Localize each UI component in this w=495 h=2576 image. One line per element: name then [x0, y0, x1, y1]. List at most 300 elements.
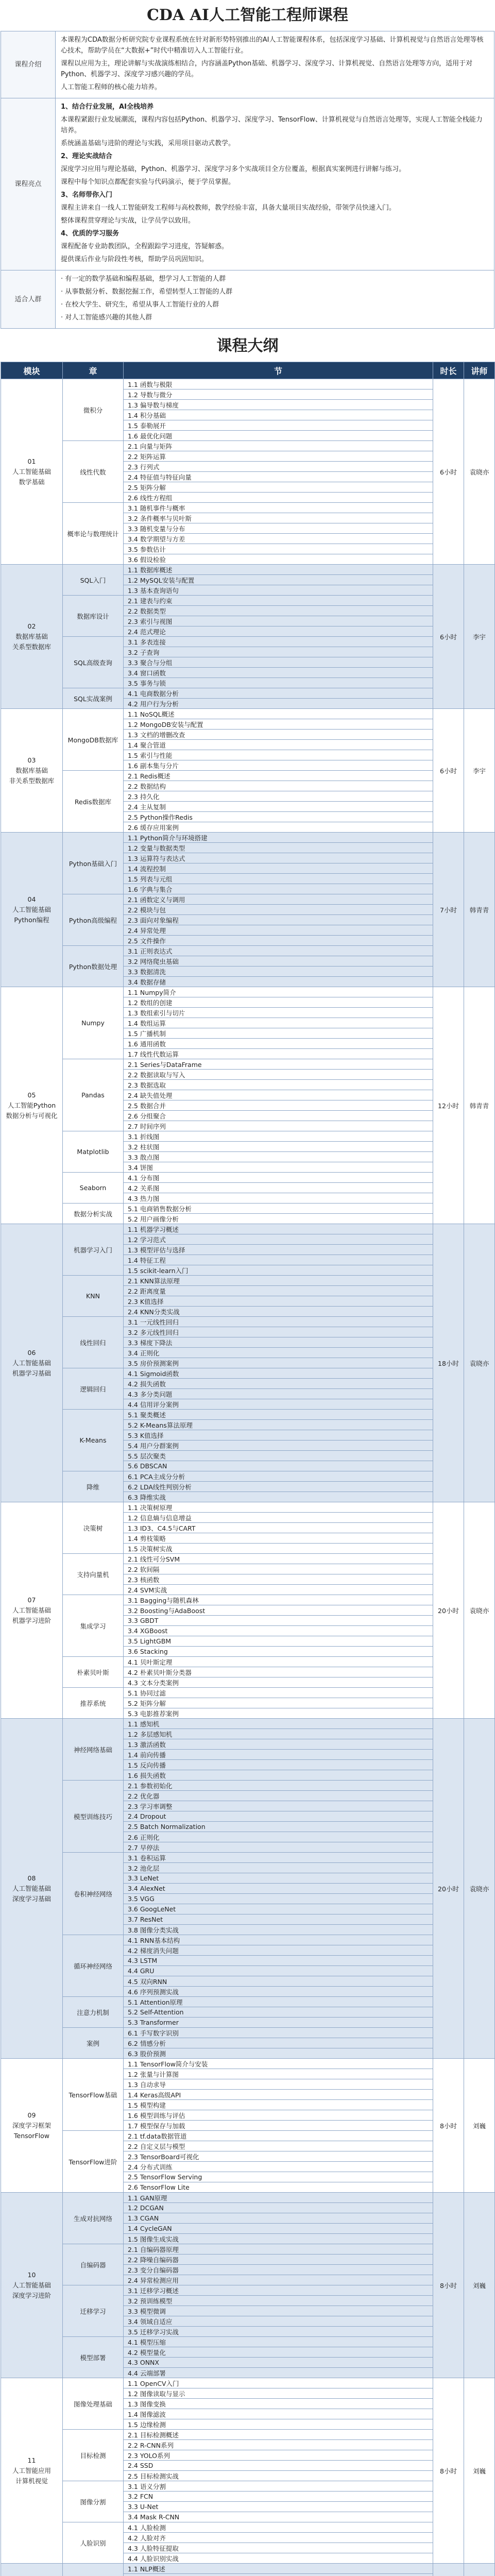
chapter-cell: 线性代数	[63, 441, 124, 503]
outline-row	[1, 1131, 495, 1142]
info-row	[1, 31, 494, 98]
outline-row	[1, 1595, 495, 1605]
section-cell: 1.4 CycleGAN	[124, 2224, 433, 2234]
outline-row	[1, 637, 495, 647]
section-cell: 3.4 领域自适应	[124, 2316, 433, 2327]
info-line: 课程主讲来自一线人工智能研发工程师与高校教师，教学经验丰富，具备大量项目实战经验，带领学员快速入门。	[61, 204, 396, 212]
section-cell: 1.6 模型训练与评估	[124, 2110, 433, 2121]
chapter-cell: 图像处理基础	[63, 2378, 124, 2430]
section-cell: 2.4 分布式训练	[124, 2162, 433, 2172]
section-cell: 4.4 信用评分案例	[124, 1399, 433, 1410]
section-cell: 1.2 学习范式	[124, 1234, 433, 1245]
section-cell: 5.1 Attention原理	[124, 1997, 433, 2007]
chapter-cell: 目标检测	[63, 2430, 124, 2481]
chapter-cell: 集成学习	[63, 1595, 124, 1657]
section-cell: 2.5 TensorFlow Serving	[124, 2172, 433, 2182]
section-cell: 2.2 自定义层与模型	[124, 2141, 433, 2151]
chapter-cell: Redis数据库	[63, 771, 124, 833]
section-cell: 3.6 GoogLeNet	[124, 1904, 433, 1914]
info-line: 提供课后作业与阶段性考核，帮助学员巩固知识。	[61, 256, 209, 263]
section-cell: 6.2 LDA线性判别分析	[124, 1482, 433, 1492]
section-cell: 4.1 Sigmoid函数	[124, 1368, 433, 1379]
section-cell: 3.4 XGBoost	[124, 1626, 433, 1636]
section-cell: 4.5 双向RNN	[124, 1976, 433, 1987]
header-section: 节	[124, 362, 433, 379]
page-title: CDA AⅠ人工智能工程师课程	[147, 6, 348, 24]
chapter-cell: SQL高级查询	[63, 637, 124, 688]
header-hours: 时长	[433, 362, 464, 379]
course-outline-table	[1, 362, 495, 2576]
section-cell: 2.3 变分自编码器	[124, 2265, 433, 2275]
chapter-cell: 微积分	[63, 379, 124, 441]
info-line: 本课程为CDA数据分析研究院专业课程系统在针对新形势特别推出的AI人工智能课程体系，包括深度学习基础、计算机视觉与自然语言处理等核心技术，帮助学员在“大数据+”时代中精准切入人工智能行业。	[61, 36, 484, 55]
section-cell: 2.2 距离度量	[124, 1286, 433, 1296]
section-cell: 2.5 Batch Normalization	[124, 1822, 433, 1832]
section-cell: 1.5 边缘检测	[124, 2419, 433, 2430]
section-cell: 1.6 副本集与分片	[124, 760, 433, 771]
section-cell: 1.5 图像生成实战	[124, 2234, 433, 2244]
section-cell: 5.2 K-Means算法原理	[124, 1420, 433, 1430]
section-cell: 5.3 K值选择	[124, 1430, 433, 1440]
section-cell: 3.2 FCN	[124, 2492, 433, 2502]
section-cell: 2.1 建表与约束	[124, 596, 433, 606]
section-cell: 1.2 图像读取与显示	[124, 2388, 433, 2399]
section-cell: 2.6 缓存应用案例	[124, 822, 433, 833]
outline-row	[1, 1657, 495, 1667]
section-cell: 4.2 关系图	[124, 1183, 433, 1193]
teacher-cell: 袁晓亦	[464, 379, 495, 565]
hours-cell: 8小时	[433, 2193, 464, 2378]
section-cell: 3.8 图像分类实战	[124, 1925, 433, 1935]
outline-row	[1, 1471, 495, 1482]
section-cell: 1.5 列表与元组	[124, 874, 433, 884]
section-cell: 1.4 特征工程	[124, 1255, 433, 1265]
section-cell: 1.2 MongoDB安装与配置	[124, 719, 433, 730]
chapter-cell: 朴素贝叶斯	[63, 1657, 124, 1688]
info-label: 适合人群	[1, 270, 56, 329]
section-cell: 2.2 数据结构	[124, 781, 433, 791]
info-line: · 从事数据分析、数据挖掘工作，希望转型人工智能的人群	[61, 288, 233, 296]
teacher-cell: 刘巍	[464, 2193, 495, 2378]
section-cell: 1.3 CGAN	[124, 2213, 433, 2224]
teacher-cell: 李宇	[464, 709, 495, 833]
section-cell: 6.2 情感分析	[124, 2038, 433, 2048]
teacher-cell: 韩青青	[464, 833, 495, 987]
section-cell: 2.1 参数初始化	[124, 1781, 433, 1791]
teacher-cell: 李宇	[464, 565, 495, 709]
outline-row	[1, 1781, 495, 1791]
outline-row	[1, 2285, 495, 2296]
teacher-cell: 袁晓亦	[464, 1719, 495, 2059]
section-cell: 1.4 数组运算	[124, 1018, 433, 1028]
chapter-cell: 支持向量机	[63, 1554, 124, 1595]
section-cell: 1.5 索引与性能	[124, 750, 433, 760]
info-content	[56, 31, 494, 98]
section-cell: 2.3 持久化	[124, 791, 433, 802]
chapter-cell: 线性回归	[63, 1317, 124, 1368]
info-line: · 有一定的数学基础和编程基础，想学习人工智能的人群	[61, 275, 226, 283]
section-cell: 3.4 Mask R-CNN	[124, 2512, 433, 2522]
section-cell: 3.1 语义分割	[124, 2481, 433, 2492]
header-teacher: 讲师	[464, 362, 495, 379]
section-cell: 4.2 朴素贝叶斯分类器	[124, 1667, 433, 1677]
header-module: 模块	[1, 362, 63, 379]
info-label: 课程亮点	[1, 98, 56, 270]
section-cell: 3.4 数学期望与方差	[124, 534, 433, 544]
section-cell: 1.5 scikit-learn入门	[124, 1265, 433, 1276]
outline-row	[1, 1276, 495, 1286]
section-cell: 2.4 范式理论	[124, 626, 433, 637]
outline-row	[1, 1204, 495, 1214]
info-block-title: 1、结合行业发展，AI全栈培养	[61, 103, 153, 111]
section-cell: 2.4 异常处理	[124, 925, 433, 936]
info-line: 系统涵盖基础与进阶的理论与实践，采用项目驱动式教学。	[61, 140, 235, 147]
outline-row	[1, 2193, 495, 2203]
section-cell: 2.1 KNN算法原理	[124, 1276, 433, 1286]
section-cell: 2.1 自编码器原理	[124, 2244, 433, 2255]
section-cell: 3.4 数据存储	[124, 977, 433, 987]
section-cell: 2.4 缺失值处理	[124, 1090, 433, 1100]
section-cell: 4.1 RNN基本结构	[124, 1935, 433, 1945]
section-cell: 1.4 流程控制	[124, 863, 433, 874]
section-cell: 2.2 数据读取与写入	[124, 1070, 433, 1080]
section-cell: 3.1 Bagging与随机森林	[124, 1595, 433, 1605]
section-cell: 4.1 电商数据分析	[124, 688, 433, 699]
section-cell: 4.2 用户行为分析	[124, 699, 433, 709]
chapter-cell: 迁移学习	[63, 2285, 124, 2337]
module-cell: 05 人工智能Python 数据分析与可视化	[1, 987, 63, 1224]
section-cell: 1.7 线性代数运算	[124, 1049, 433, 1059]
outline-row	[1, 1410, 495, 1420]
info-block-title: 4、优质的学习服务	[61, 230, 120, 238]
chapter-cell: 自编码器	[63, 2244, 124, 2285]
chapter-cell	[63, 2564, 124, 2576]
section-cell: 1.3 基本查询语句	[124, 585, 433, 596]
outline-header-row	[1, 362, 495, 379]
teacher-cell: 袁晓亦	[464, 1224, 495, 1502]
info-line: · 对人工智能感兴趣的其他人群	[61, 314, 152, 321]
chapter-cell: Python高级编程	[63, 894, 124, 946]
chapter-cell: MongoDB数据库	[63, 709, 124, 771]
section-cell: 6.3 降维实战	[124, 1492, 433, 1502]
section-cell: 1.4 Keras高级API	[124, 2090, 433, 2100]
info-row	[1, 270, 494, 329]
section-cell: 3.3 梯度下降法	[124, 1337, 433, 1348]
section-cell: 1.1 NoSQL概述	[124, 709, 433, 719]
section-cell: 4.3 多分类问题	[124, 1389, 433, 1399]
section-cell: 5.2 矩阵分解	[124, 1698, 433, 1708]
header-chapter: 章	[63, 362, 124, 379]
outline-row	[1, 503, 495, 513]
section-cell: 2.6 TensorFlow Lite	[124, 2182, 433, 2193]
section-cell: 1.3 激活函数	[124, 1739, 433, 1750]
section-cell: 2.3 K值选择	[124, 1296, 433, 1307]
section-cell: 2.5 数据合并	[124, 1100, 433, 1111]
chapter-cell: 降维	[63, 1471, 124, 1502]
section-cell: 1.5 模型构建	[124, 2100, 433, 2110]
section-cell: 4.1 贝叶斯定理	[124, 1657, 433, 1667]
section-cell: 1.2 变量与数据类型	[124, 843, 433, 853]
hours-cell: 6小时	[433, 565, 464, 709]
section-cell: 3.1 多表连接	[124, 637, 433, 647]
teacher-cell: 韩青青	[464, 987, 495, 1224]
outline-row	[1, 565, 495, 575]
section-cell: 5.2 Self-Attention	[124, 2007, 433, 2018]
section-cell: 4.3 ONNX	[124, 2358, 433, 2368]
section-cell: 5.2 用户画像分析	[124, 1214, 433, 1224]
module-cell: 02 数据库基础 关系型数据库	[1, 565, 63, 709]
section-cell: 2.4 特征值与特征向量	[124, 472, 433, 482]
section-cell: 1.4 图像滤波	[124, 2409, 433, 2419]
info-line: · 在校大学生、研究生，希望从事人工智能行业的人群	[61, 301, 219, 309]
section-cell: 6.3 股价预测	[124, 2048, 433, 2059]
section-cell: 2.5 矩阵分解	[124, 482, 433, 493]
hours-cell: 8小时	[433, 2378, 464, 2564]
section-cell: 4.1 分布图	[124, 1173, 433, 1183]
module-cell: 09 深度学习框架 TensorFlow	[1, 2059, 63, 2193]
section-cell: 4.1 人脸检测	[124, 2522, 433, 2533]
section-cell: 4.3 文本分类案例	[124, 1677, 433, 1688]
section-cell: 6.1 PCA主成分分析	[124, 1471, 433, 1482]
section-cell: 3.4 窗口函数	[124, 668, 433, 678]
section-cell: 3.3 模型微调	[124, 2306, 433, 2316]
section-cell	[124, 2574, 433, 2576]
hours-cell: 7小时	[433, 833, 464, 987]
teacher-cell: 刘巍	[464, 2059, 495, 2193]
hours-cell: 12小时	[433, 987, 464, 1224]
section-cell: 2.7 早停法	[124, 1842, 433, 1853]
hours-cell: 6小时	[433, 709, 464, 833]
section-cell: 1.3 运算符与表达式	[124, 853, 433, 863]
section-cell: 4.3 人脸特征提取	[124, 2543, 433, 2553]
chapter-cell: Python数据处理	[63, 946, 124, 987]
chapter-cell: 决策树	[63, 1502, 124, 1554]
section-cell: 2.5 目标检测实战	[124, 2471, 433, 2481]
section-cell: 3.3 数据清洗	[124, 967, 433, 977]
section-cell: 3.2 预训练模型	[124, 2296, 433, 2306]
hours-cell: 20小时	[433, 1719, 464, 2059]
outline-row	[1, 1317, 495, 1327]
hours-cell: 8小时	[433, 2059, 464, 2193]
section-cell: 1.1 Python简介与环境搭建	[124, 833, 433, 843]
section-cell: 3.6 Stacking	[124, 1647, 433, 1657]
section-cell: 3.3 随机变量与分布	[124, 523, 433, 534]
section-cell: 6.1 手写数字识别	[124, 2028, 433, 2038]
section-cell: 1.6 通用函数	[124, 1039, 433, 1049]
chapter-cell: 模型训练技巧	[63, 1781, 124, 1853]
section-cell: 2.4 异常检测应用	[124, 2275, 433, 2285]
outline-row	[1, 771, 495, 781]
section-cell: 4.3 LSTM	[124, 1956, 433, 1966]
hours-cell: 20小时	[433, 1502, 464, 1719]
section-cell: 1.3 偏导数与梯度	[124, 400, 433, 410]
info-line: 整体课程贯穿理论与实战，让学员学以致用。	[61, 217, 195, 225]
chapter-cell: 逻辑回归	[63, 1368, 124, 1410]
outline-row	[1, 2244, 495, 2255]
chapter-cell: Seaborn	[63, 1173, 124, 1204]
section-cell: 4.2 损失函数	[124, 1379, 433, 1389]
outline-row	[1, 1935, 495, 1945]
outline-row	[1, 441, 495, 451]
outline-row	[1, 987, 495, 997]
section-cell: 2.3 核函数	[124, 1574, 433, 1585]
chapter-cell: Python基础入门	[63, 833, 124, 894]
outline-row	[1, 946, 495, 956]
section-cell: 1.5 决策树实战	[124, 1544, 433, 1554]
chapter-cell: 数据分析实战	[63, 1204, 124, 1224]
info-line: 本课程紧跟行业发展潮流，课程内容包括Python、机器学习、深度学习、TensorFlow、计算机视觉与自然语言处理等，实现人工智能全栈能力培养。	[61, 116, 483, 134]
section-cell: 2.3 YOLO系列	[124, 2450, 433, 2461]
chapter-cell: SQL实战案例	[63, 688, 124, 709]
outline-row	[1, 2481, 495, 2492]
hours-cell: 18小时	[433, 1224, 464, 1502]
section-cell: 5.1 电商销售数据分析	[124, 1204, 433, 1214]
section-cell: 3.3 LeNet	[124, 1873, 433, 1884]
section-cell: 3.2 网络爬虫基础	[124, 956, 433, 967]
outline-row	[1, 1997, 495, 2007]
module-cell: 07 人工智能基础 机器学习进阶	[1, 1502, 63, 1719]
section-cell: 3.5 迁移学习实战	[124, 2327, 433, 2337]
section-cell: 1.3 ID3、C4.5与CART	[124, 1523, 433, 1533]
section-cell: 4.2 梯度消失问题	[124, 1945, 433, 1956]
section-cell: 2.5 Python操作Redis	[124, 812, 433, 822]
section-cell: 3.3 GBDT	[124, 1616, 433, 1626]
section-cell: 3.1 卷积运算	[124, 1853, 433, 1863]
info-line: 深度学习应用与理论基础，Python、机器学习、深度学习多个实战项目全方位覆盖，根据真实案例进行讲解与练习。	[61, 165, 406, 173]
section-cell: 1.3 图像变换	[124, 2399, 433, 2409]
section-cell: 2.7 时间序列	[124, 1121, 433, 1131]
section-cell: 1.3 文档的增删改查	[124, 730, 433, 740]
chapter-cell: Numpy	[63, 987, 124, 1059]
outline-row	[1, 709, 495, 719]
section-cell: 4.6 序列预测实战	[124, 1987, 433, 1997]
section-cell: 1.1 OpenCV入门	[124, 2378, 433, 2388]
section-cell: 3.2 条件概率与贝叶斯	[124, 513, 433, 523]
section-cell: 4.4 云端部署	[124, 2368, 433, 2378]
section-cell: 3.5 LightGBM	[124, 1636, 433, 1647]
info-line: 人工智能工程师的核心能力培养。	[61, 83, 162, 91]
section-cell: 1.6 字典与集合	[124, 884, 433, 894]
outline-row	[1, 1368, 495, 1379]
module-cell: 03 数据库基础 非关系型数据库	[1, 709, 63, 833]
section-cell: 2.4 KNN分类实战	[124, 1307, 433, 1317]
section-cell: 2.2 矩阵运算	[124, 451, 433, 462]
chapter-cell: SQL入门	[63, 565, 124, 596]
section-cell: 4.4 GRU	[124, 1966, 433, 1976]
info-label: 课程介绍	[1, 31, 56, 98]
chapter-cell: 循环神经网络	[63, 1935, 124, 1997]
section-cell: 4.3 热力图	[124, 1193, 433, 1204]
section-cell: 2.1 线性可分SVM	[124, 1554, 433, 1564]
section-cell: 3.2 柱状图	[124, 1142, 433, 1152]
chapter-cell: K-Means	[63, 1410, 124, 1471]
section-cell: 1.1 感知机	[124, 1719, 433, 1729]
chapter-cell: 生成对抗网络	[63, 2193, 124, 2244]
outline-row	[1, 1059, 495, 1070]
chapter-cell: Pandas	[63, 1059, 124, 1131]
section-cell: 2.6 线性方程组	[124, 493, 433, 503]
outline-row	[1, 2337, 495, 2347]
section-cell: 1.4 前向传播	[124, 1750, 433, 1760]
section-cell: 1.2 张量与计算图	[124, 2069, 433, 2079]
outline-row	[1, 379, 495, 389]
section-cell: 4.2 模型量化	[124, 2347, 433, 2358]
outline-title: 课程大纲	[216, 337, 279, 355]
section-cell: 1.1 NLP概述	[124, 2564, 433, 2574]
section-cell: 2.4 SSD	[124, 2461, 433, 2471]
section-cell: 2.2 软间隔	[124, 1564, 433, 1574]
outline-row	[1, 2059, 495, 2069]
info-block-title: 2、理论实战结合	[61, 152, 113, 160]
section-cell: 1.4 聚合管道	[124, 740, 433, 750]
module-cell: 10 人工智能基础 深度学习进阶	[1, 2193, 63, 2378]
section-cell: 2.2 降噪自编码器	[124, 2255, 433, 2265]
chapter-cell: 数据库设计	[63, 596, 124, 637]
section-cell: 1.3 数组索引与切片	[124, 1008, 433, 1018]
outline-row	[1, 894, 495, 905]
section-cell: 3.2 池化层	[124, 1863, 433, 1873]
section-cell: 4.1 模型压缩	[124, 2337, 433, 2347]
section-cell: 3.4 AlexNet	[124, 1884, 433, 1894]
section-cell: 2.3 行列式	[124, 462, 433, 472]
hours-cell: 6小时	[433, 379, 464, 565]
outline-row	[1, 1173, 495, 1183]
section-cell: 2.3 面向对象编程	[124, 915, 433, 925]
module-cell: 06 人工智能基础 机器学习基础	[1, 1224, 63, 1502]
hours-cell	[433, 2564, 464, 2576]
section-cell: 1.1 决策树原理	[124, 1502, 433, 1513]
section-cell: 1.5 泰勒展开	[124, 420, 433, 431]
chapter-cell: 注意力机制	[63, 1997, 124, 2028]
teacher-cell: 袁晓亦	[464, 1502, 495, 1719]
section-cell: 3.3 聚合与分组	[124, 657, 433, 668]
section-cell: 3.6 假设检验	[124, 554, 433, 565]
section-cell: 2.1 向量与矩阵	[124, 441, 433, 451]
section-cell: 3.2 子查询	[124, 647, 433, 657]
section-cell: 3.5 事务与锁	[124, 678, 433, 688]
module-cell: 01 人工智能基础 数学基础	[1, 379, 63, 565]
section-cell: 1.6 最优化问题	[124, 431, 433, 441]
section-cell: 2.3 学习率调整	[124, 1801, 433, 1811]
outline-row	[1, 833, 495, 843]
section-cell: 1.2 多层感知机	[124, 1729, 433, 1739]
outline-row	[1, 2564, 495, 2574]
chapter-cell: 模型部署	[63, 2337, 124, 2378]
info-line: 课程中每个知识点都配套实验与代码演示，便于学员掌握。	[61, 178, 235, 186]
section-cell: 2.2 数据类型	[124, 606, 433, 616]
section-cell: 3.1 一元线性回归	[124, 1317, 433, 1327]
section-cell: 2.1 Redis概述	[124, 771, 433, 781]
chapter-cell: 案例	[63, 2028, 124, 2059]
section-cell: 3.2 Boosting与AdaBoost	[124, 1605, 433, 1616]
section-cell: 2.3 数据选取	[124, 1080, 433, 1090]
section-cell: 1.1 TensorFlow简介与安装	[124, 2059, 433, 2069]
section-cell: 3.1 正则表达式	[124, 946, 433, 956]
outline-row	[1, 2131, 495, 2141]
section-cell: 2.4 Dropout	[124, 1811, 433, 1822]
outline-row	[1, 2378, 495, 2388]
section-cell: 3.3 散点图	[124, 1152, 433, 1162]
section-cell: 3.7 ResNet	[124, 1914, 433, 1925]
info-content	[56, 270, 494, 329]
section-cell: 2.6 正则化	[124, 1832, 433, 1842]
section-cell: 1.5 广播机制	[124, 1028, 433, 1039]
section-cell: 1.1 函数与极限	[124, 379, 433, 389]
section-cell: 1.2 DCGAN	[124, 2203, 433, 2213]
section-cell: 1.2 信息熵与信息增益	[124, 1513, 433, 1523]
section-cell: 2.2 模块与包	[124, 905, 433, 915]
section-cell: 2.5 文件操作	[124, 936, 433, 946]
